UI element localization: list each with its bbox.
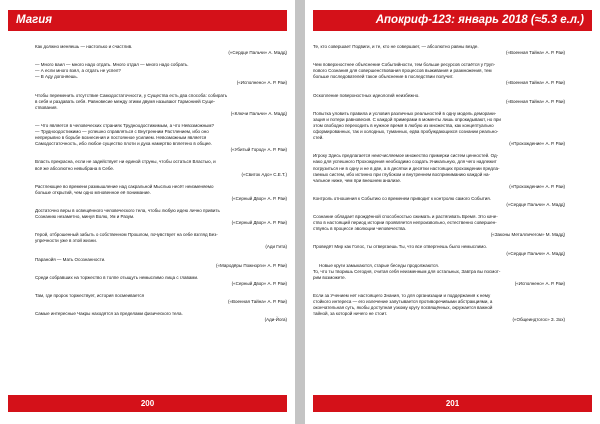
left-page (0, 0, 295, 424)
quote-attribution: (Ади Гита) (265, 244, 287, 250)
text-line: Если за Учением нет настоящего Знания, то для организации и поддержания к нему (313, 293, 491, 298)
text-line: погрузиться не в одну и не в две, а в десятки и десятки настоящих прохождении предла- (313, 165, 500, 171)
quote-attribution: («Серный Двор» А. Р. Раи) (231, 195, 287, 201)
text-line: — Трудноодостижимо — успешно справляться с Внутренним Растлением, ибо оно (35, 129, 209, 135)
text-line: сформированных, так и холодных, туманных, едва пробуждающихся сознании реально- (313, 129, 499, 135)
left-page-body (35, 44, 287, 386)
text-line: Попытка уловить правила и условия различных реальностей в одну модель деморани- (313, 110, 497, 116)
text-line: Герой, отброшенный забыть о собственном Прошлом, почувствует на себе взгляд Без- (35, 232, 218, 238)
quote-attribution: («Военная Тайна» А. Р. Раи) (228, 299, 287, 304)
text-line: непрерывно в борьбе вознесения и постоянное усилием. Невозможным является (35, 135, 207, 141)
text-line: Паранойя — Мать Осознанности. (35, 256, 106, 262)
text-line: Контроль отношения к Событию со временем приводит к контролю самого События. (313, 195, 491, 201)
text-line: нако для успешного Прохождения необходимо создать Уникальную, для чего надлежит (313, 159, 497, 165)
text-line: Достаточно веры в освещённого человеческого тела, чтобы любую идею лично привить (35, 207, 220, 213)
text-line: в себя и раздавать себя. Равновесие между этими двумя называют Гармонией Суще- (35, 98, 216, 104)
text-line: Самые интересные Чакры находятся за пределами физического тела. (35, 311, 183, 317)
left-page-number: 200 (8, 395, 287, 412)
quote-attribution: («Сердце Пальчи» А. Мадд) (506, 201, 565, 207)
text-line: гаемых систем, ибо истинно при глубоком и внутреннем восприниманию каждой на- (313, 171, 491, 177)
text-line: Оскопление поверхностных идеологий неизбежно. (313, 92, 420, 98)
text-line: окончательная суть, якобы доступная узкому кругу посвящённых, окружается важной (313, 305, 493, 311)
quote-attribution: («Военная Тайна» А. Р. Раи) (506, 80, 565, 86)
text-line: Как должно меняешь — настолько и счастлив. (35, 44, 133, 49)
text-line: пового Сознания для совершенствования процессов выживания и размножения, тем (313, 68, 492, 74)
text-line: Самодостаточность, ибо любое существо плоти и духа намертво вплетено в общее. (35, 141, 212, 147)
text-line: Новые круги замыкаются, старые беседы продолжаются. (319, 262, 439, 268)
text-line: больше последователей такое объяснение в последствии получит. (313, 74, 454, 80)
quote-attribution: («Сердце Пальчи» А. Мадд) (506, 250, 565, 256)
text-line: тайной, за которой ничего не стоит. (313, 311, 388, 317)
text-line: всё же абсолютно невыбрана в Себе. (35, 165, 115, 171)
text-line: зация и потери равновесия. С каждой примерами в моменты лишь опрокидывают, но при (313, 116, 501, 122)
quote-attribution: («Прохождение» А. Р. Раи) (509, 141, 565, 147)
left-page-header: Магия (8, 10, 287, 31)
text-line: Чтобы переменить отсутствие Самодостаточности, у Существа есть два способа: собирать (35, 92, 228, 98)
quote-attribution: («Исполнено» А. Р. Раи) (514, 280, 565, 286)
quote-attribution: («Сердце Пальчи» А. Мадд) (228, 50, 287, 56)
text-line: — А если много взял, а отдать не успел? (35, 68, 121, 74)
text-line: ство в настоящий период истории проявляется непроизвольно, естественно совершен- (313, 220, 497, 226)
text-line: Проведёт Мир как Голос, ты отвергаешь Ты, что все отвергнешь было немыслимо. (313, 244, 487, 250)
quote-attribution: («Серный Двор» А. Р. Раи) (231, 220, 287, 226)
quote-attribution: («Военная Тайна» А. Р. Раи) (506, 98, 565, 104)
text-line: этом свободно переходить в нужное время в любую из множества, как концептуально (313, 122, 494, 128)
text-line: Чем поверхностнее объяснение Событийности, тем больше ресурсов остаётся у Груп- (313, 62, 496, 68)
text-line: Те, кто совершает Подвиги, и те, кто не совершает, — абсолютно равны везде. (313, 44, 479, 49)
quote-attribution: (Ади-Йога) (264, 317, 287, 323)
quote-attribution: («Серный Двор» А. Р. Раи) (231, 280, 287, 286)
quote-attribution: («Исполнено» А. Р. Раи) (236, 80, 287, 86)
quote-attribution: («Убитый Город» А. Р. Раи) (230, 147, 287, 153)
text-line: Среди собравших на торжество в толпе отыщуть немыслимо лица с главами. (35, 274, 199, 280)
text-line: Игроку Здесь предлагается неисчисляемое множество примерки систем ценностей. Од- (313, 153, 499, 159)
text-line: Сознание обладает врождённой способностью сжимать и растягивать Время. Это каче- (313, 214, 498, 220)
text-line: больше открытий, чем одно мгновенное её понимание. (35, 189, 151, 195)
text-line: Сознанию незаметно, минуя Волю, Ум и Разум. (35, 214, 135, 220)
text-line: стойкого интереса — его излечение запутывается противоречивыми абстракциями, а (313, 299, 493, 305)
text-line: ствования. (35, 104, 58, 110)
quote-attribution: («Прохождение» А. Р. Раи) (509, 183, 565, 189)
right-page-header: Апокриф-123: январь 2018 (≈5.3 е.л.) (313, 10, 592, 31)
text-line: стей. (313, 135, 324, 141)
right-page-number: 201 (313, 395, 592, 412)
text-line: Растлеющее во времени размышление над сакральной Мыслью несёт неизменяемо (35, 183, 214, 189)
text-line: рим возможете. (313, 274, 346, 280)
right-page-body (313, 44, 565, 386)
quote-attribution: («Ключи Пальчи» А. Мадд) (230, 110, 287, 116)
text-line: чальное ниже, чем при внешнем анализе. (313, 177, 402, 183)
text-line: Власть прекрасна, если не задействует ни единой струны, чтобы остаться Властью, и (35, 159, 216, 165)
text-line: То, что ты творишь Сегодня, считая себя неизменным для остальных, Завтра вы посмот- (313, 268, 501, 274)
text-line: — Много ваил — много надо отдать. Много отдал — много надо собрать. (35, 62, 189, 68)
text-line: Там, где пророк торжествует, история посмеивается (35, 292, 145, 298)
quote-attribution: («Свиток Адо» С.Е.Т.) (241, 171, 287, 177)
right-page (305, 0, 600, 424)
text-line: — В Аду догоняешь. (35, 74, 78, 80)
quote-attribution: («Общеиндтогос» З. Зох) (512, 317, 565, 323)
text-line: ствуясь в процессе эволюции человечества. (313, 226, 407, 232)
quote-attribution: («Законы Металличегом» М. Мадд) (490, 232, 565, 238)
quote-attribution: («Военная Тайна» А. Р. Раи) (506, 50, 565, 56)
text-line: упречности уже в этой жизни. (35, 238, 97, 244)
text-line: — Что является в человеческих страниях Трудноодостижимым, а что Невозможным? (35, 122, 214, 128)
quote-attribution: («Мародёры Пожнорги» А. Р. Раи) (216, 262, 287, 268)
